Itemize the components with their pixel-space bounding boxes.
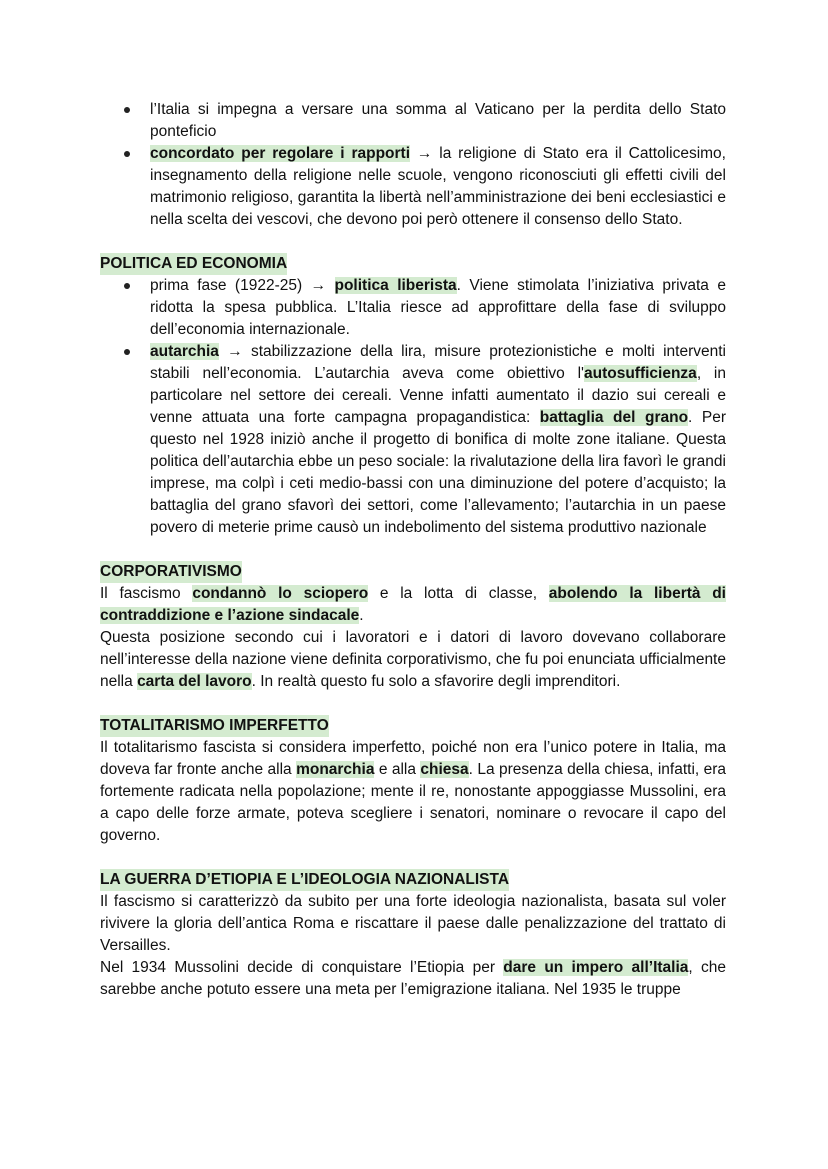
highlight: battaglia del grano (539, 409, 689, 426)
section-etiopia (100, 869, 726, 1001)
text-run: prima fase (1922-25) → (150, 277, 335, 294)
text-run: Il totalitarismo fascista si considera imperfetto, poiché non era l’unico potere in Italia, ma doveva far fronte anche alla (100, 739, 726, 778)
section-heading: TOTALITARISMO IMPERFETTO (100, 715, 329, 737)
bullet-list (100, 275, 726, 539)
highlight: autarchia (150, 343, 219, 360)
highlight: condannò lo sciopero (192, 585, 369, 602)
bullet-dot-icon (124, 151, 130, 157)
paragraph (100, 957, 726, 1001)
highlight: chiesa (420, 761, 469, 778)
bullet-item (100, 99, 726, 143)
text-run: → la religione di Stato era il Cattolicesimo, insegnamento della religione nelle scuole, vengono riconosciuti gli effetti civili del matrimonio religioso, garantita la libertà nell’amministrazione dei beni ecclesiastici e nella scelta dei vescovi, che devono poi però ottenere il consenso dello Stato. (150, 145, 726, 228)
bullet-text (150, 341, 726, 539)
text-run: Nel 1934 Mussolini decide di conquistare l’Etiopia per (100, 959, 504, 976)
text-run: → stabilizzazione della lira, misure protezionistiche e molti interventi stabili nell’economia. L’autarchia aveva come obiettivo l' (150, 343, 726, 382)
text-run: l’Italia si impegna a versare una somma al Vaticano per la perdita dello Stato ponteficio (150, 101, 726, 140)
paragraph (100, 737, 726, 847)
highlight: autosufficienza (583, 365, 697, 382)
section-heading: POLITICA ED ECONOMIA (100, 253, 287, 275)
text-run: Questa posizione secondo cui i lavoratori e i datori di lavoro dovevano collaborare nell’interesse della nazione viene definita corporativismo, che fu poi enunciata ufficialmente nella (100, 629, 726, 690)
bullet-item (100, 143, 726, 231)
highlight: concordato per regolare i rapporti (150, 145, 411, 162)
section-corporativismo (100, 561, 726, 693)
continuation-section (100, 99, 726, 231)
paragraph (100, 891, 726, 957)
text-run: . (359, 607, 364, 624)
highlight: politica liberista (334, 277, 457, 294)
text-run: Il fascismo si caratterizzò da subito per una forte ideologia nazionalista, basata sul voler rivivere la gloria dell’antica Roma e riscattare il paese dalle penalizzazione del trattato di Versailles. (100, 893, 726, 954)
text-run: . In realtà questo fu solo a sfavorire degli imprenditori. (251, 673, 621, 690)
section-politica-economia (100, 253, 726, 539)
highlight: monarchia (296, 761, 375, 778)
section-totalitarismo (100, 715, 726, 847)
bullet-dot-icon (124, 283, 130, 289)
highlight: dare un impero all’Italia (503, 959, 689, 976)
paragraph (100, 583, 726, 627)
text-run: . Viene stimolata l’iniziativa privata e ridotta la spesa pubblica. L’Italia riesce ad approfittare della fase di sviluppo dell’economia internazionale. (150, 277, 726, 338)
section-heading: CORPORATIVISMO (100, 561, 242, 583)
bullet-item (100, 341, 726, 539)
text-run: . Per questo nel 1928 iniziò anche il progetto di bonifica di molte zone italiane. Questa politica dell’autarchia ebbe un peso sociale: la rivalutazione della lira favorì le grandi imprese, ma colpì i ceti medio-bassi con una diminuzione del potere d’acquisto; la battaglia del grano sfavorì dei settori, come l’allevamento; l’autarchia in un paese povero di meterie prime causò un indebolimento del sistema produttivo nazionale (150, 409, 726, 536)
section-heading: LA GUERRA D’ETIOPIA E L’IDEOLOGIA NAZIONALISTA (100, 869, 509, 891)
text-run: , in particolare nel settore dei cereali. Venne infatti aumentato il dazio sui cereali e venne attuata una forte campagna propagandistica: (150, 365, 726, 426)
highlight: abolendo la libertà di contraddizione e l’azione sindacale (100, 585, 726, 624)
text-run: . La presenza della chiesa, infatti, era fortemente radicata nella popolazione; mente il re, nonostante appoggiasse Mussolini, era a capo delle forze armate, poteva scegliere i senatori, nominare o revocare il capo del governo. (100, 761, 726, 844)
bullet-text (150, 275, 726, 341)
text-run: e la lotta di classe, (368, 585, 549, 602)
bullet-text (150, 99, 726, 143)
paragraph (100, 627, 726, 693)
bullet-dot-icon (124, 349, 130, 355)
bullet-dot-icon (124, 107, 130, 113)
bullet-item (100, 275, 726, 341)
text-run: e alla (374, 761, 421, 778)
text-run: Il fascismo (100, 585, 193, 602)
bullet-text (150, 143, 726, 231)
text-run: , che sarebbe anche potuto essere una meta per l’emigrazione italiana. Nel 1935 le truppe (100, 959, 726, 998)
highlight: carta del lavoro (137, 673, 252, 690)
bullet-list (100, 99, 726, 231)
